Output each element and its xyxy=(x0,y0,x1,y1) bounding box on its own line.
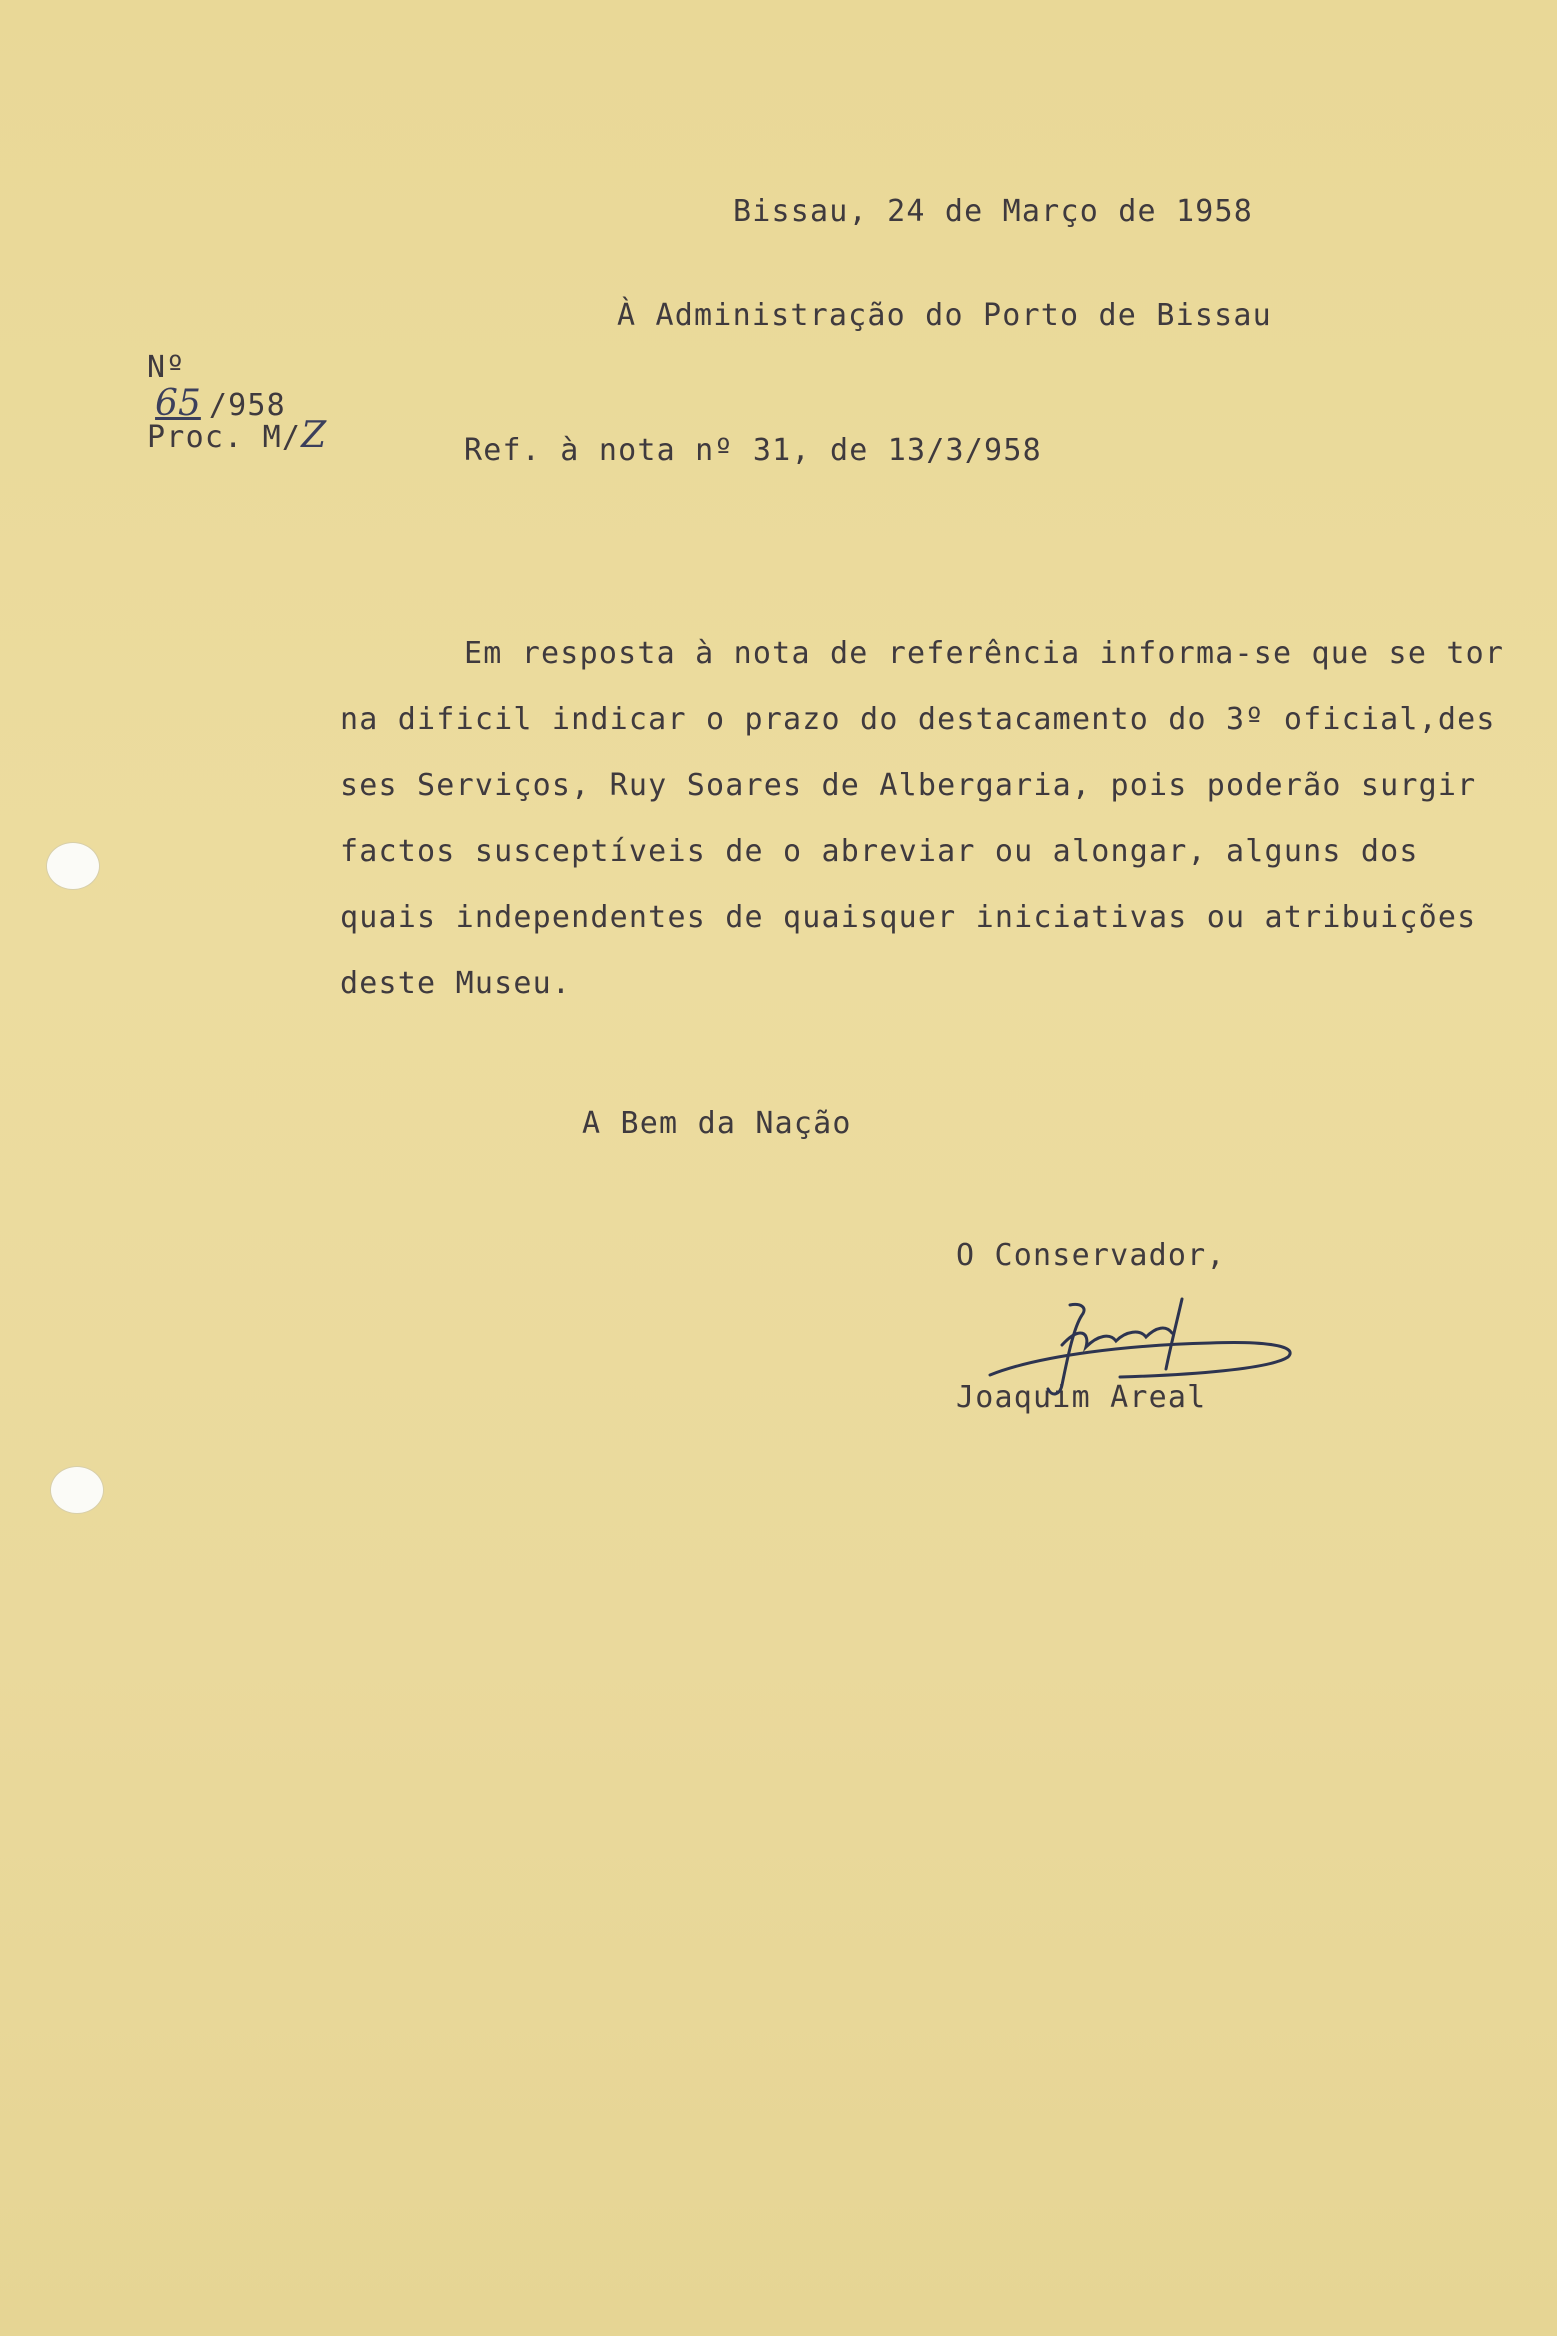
body-line-4: factos susceptíveis de o abreviar ou alongar, alguns dos xyxy=(340,834,1419,869)
signature xyxy=(970,1285,1310,1415)
number-prefix: Nº xyxy=(147,350,186,385)
body-line-5: quais independentes de quaisquer iniciativas ou atribuições xyxy=(340,900,1477,935)
number-suffix: /958 xyxy=(208,388,286,423)
signer-title: O Conservador, xyxy=(956,1238,1226,1273)
addressee: À Administração do Porto de Bissau xyxy=(617,298,1272,333)
place-date: Bissau, 24 de Março de 1958 xyxy=(733,194,1254,229)
number-handwritten: 65 xyxy=(155,383,201,424)
process-number xyxy=(70,382,326,492)
closing: A Bem da Nação xyxy=(582,1106,852,1141)
punch-hole-bottom xyxy=(50,1466,104,1514)
body-line-2: na dificil indicar o prazo do destacamento do 3º oficial,des xyxy=(340,702,1496,737)
process-handwritten: Z xyxy=(301,415,327,456)
reference: Ref. à nota nº 31, de 13/3/958 xyxy=(464,433,1042,468)
punch-hole-top xyxy=(46,842,100,890)
body-line-1: Em resposta à nota de referência informa-se que se tor xyxy=(464,636,1505,671)
body-line-3: ses Serviços, Ruy Soares de Albergaria, pois poderão surgir xyxy=(340,768,1477,803)
process-prefix: Proc. M/ xyxy=(147,420,302,455)
body-line-6: deste Museu. xyxy=(340,966,572,1001)
signer-name: Joaquim Areal xyxy=(956,1380,1207,1415)
